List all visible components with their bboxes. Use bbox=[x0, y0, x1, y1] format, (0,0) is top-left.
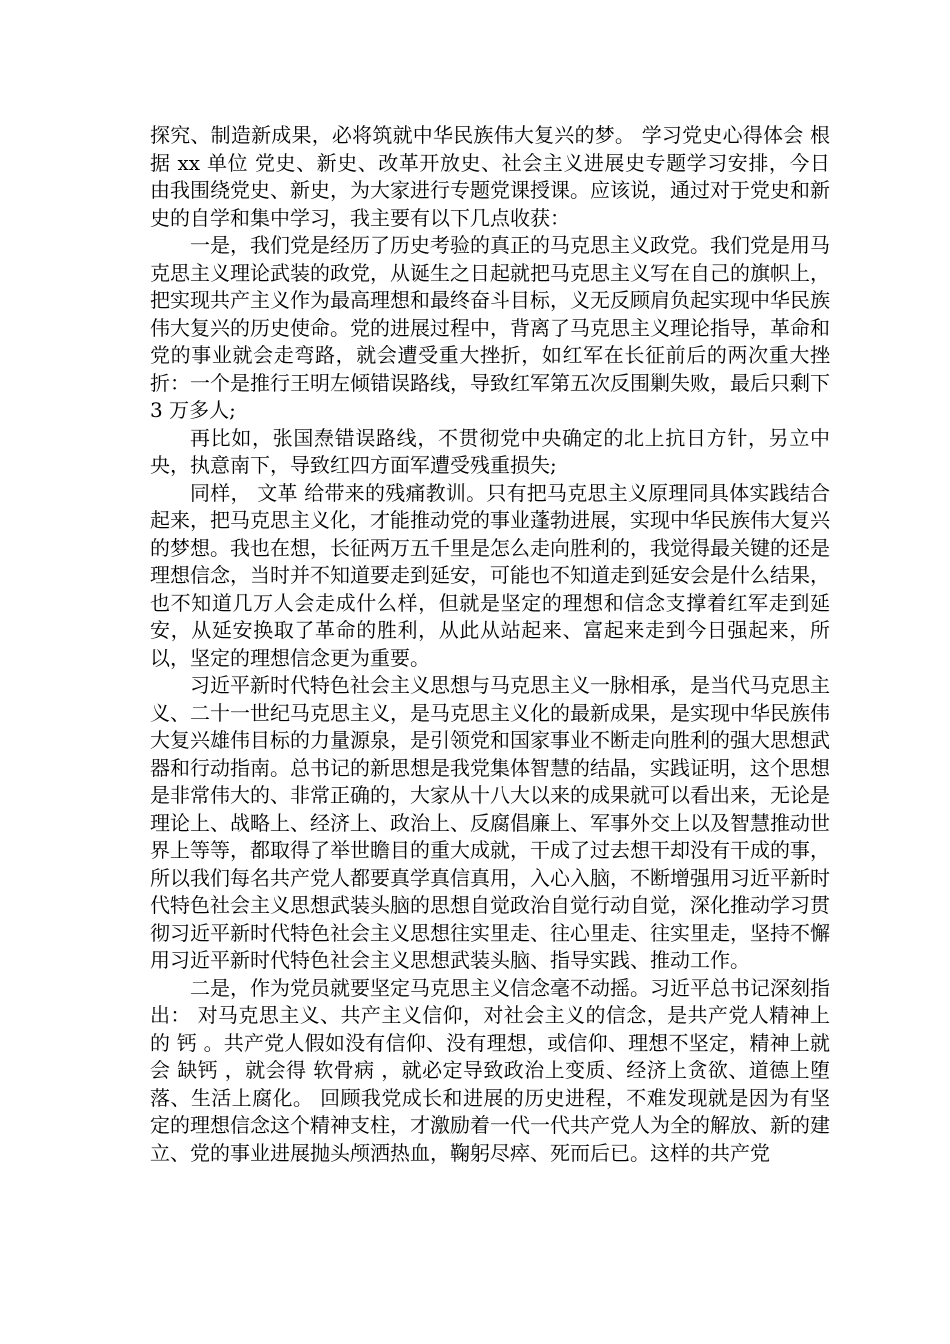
paragraph-lesson: 同样， 文革 给带来的残痛教训。只有把马克思主义原理同具体实践结合起来，把马克思主义化，才能推动党的事业蓬勃进展，实现中华民族伟大复兴的梦想。我也在想，长征两万五千里是怎么走向胜利的，我觉得最关键的还是理想信念，当时并不知道要走到延安，可能也不知道走到延安会是什么结果，也不知道几万人会走成什么样，但就是坚定的理想和信念支撑着红军走到延安，从延安换取了革命的胜利，从此从站起来、富起来走到今日强起来，所以，坚定的理想信念更为重要。 bbox=[150, 480, 830, 670]
paragraph-example-zhang: 再比如，张国焘错误路线，不贯彻党中央确定的北上抗日方针，另立中央，执意南下，导致红四方面军遭受残重损失; bbox=[150, 425, 830, 477]
paragraph-intro: 探究、制造新成果，必将筑就中华民族伟大复兴的梦。 学习党史心得体会 根据 xx 单位 党史、新史、改革开放史、社会主义进展史专题学习安排，今日由我围绕党史、新史，为大家进行专题党课授课。应该说，通过对于党史和新史的自学和集中学习，我主要有以下几点收获： bbox=[150, 123, 830, 230]
document-body bbox=[150, 122, 830, 1167]
paragraph-point-two: 二是，作为党员就要坚定马克思主义信念毫不动摇。习近平总书记深刻指出： 对马克思主义、共产主义信仰，对社会主义的信念，是共产党人精神上的 钙 。共产党人假如没有信仰、没有理想，或信仰、理想不坚定，精神上就会 缺钙 ，就会得 软骨病 ，就必定导致政治上变质、经济上贪欲、道德上堕落、生活上腐化。 回顾我党成长和进展的历史进程，不难发现就是因为有坚定的理想信念这个精神支柱，才激励着一代一代共产党人为全的解放、新的建立、党的事业进展抛头颅洒热血，鞠躬尽瘁、死而后已。这样的共产党 bbox=[150, 975, 830, 1165]
paragraph-new-era-thought: 习近平新时代特色社会主义思想与马克思主义一脉相承，是当代马克思主义、二十一世纪马克思主义，是马克思主义化的最新成果，是实现中华民族伟大复兴雄伟目标的力量源泉，是引领党和国家事业不断走向胜利的强大思想武器和行动指南。总书记的新思想是我党集体智慧的结晶，实践证明，这个思想是非常伟大的、非常正确的，大家从十八大以来的成果就可以看出来，无论是理论上、战略上、经济上、政治上、反腐倡廉上、军事外交上以及智慧推动世界上等等，都取得了举世瞻目的重大成就，干成了过去想干却没有干成的事，所以我们每名共产党人都要真学真信真用，入心入脑，不断增强用习近平新时代特色社会主义思想武装头脑的思想自觉政治自觉行动自觉，深化推动学习贯彻习近平新时代特色社会主义思想往实里走、往心里走、往实里走，坚持不懈用习近平新时代特色社会主义思想武装头脑、指导实践、推动工作。 bbox=[150, 673, 830, 972]
paragraph-point-one: 一是，我们党是经历了历史考验的真正的马克思主义政党。我们党是用马克思主义理论武装的政党，从诞生之日起就把马克思主义写在自己的旗帜上，把实现共产主义作为最高理想和最终奋斗目标，义无反顾肩负起实现中华民族伟大复兴的历史使命。党的进展过程中，背离了马克思主义理论指导，革命和党的事业就会走弯路，就会遭受重大挫折，如红军在长征前后的两次重大挫折：一个是推行王明左倾错误路线，导致红军第五次反围剿失败，最后只剩下 3 万多人; bbox=[150, 233, 830, 422]
